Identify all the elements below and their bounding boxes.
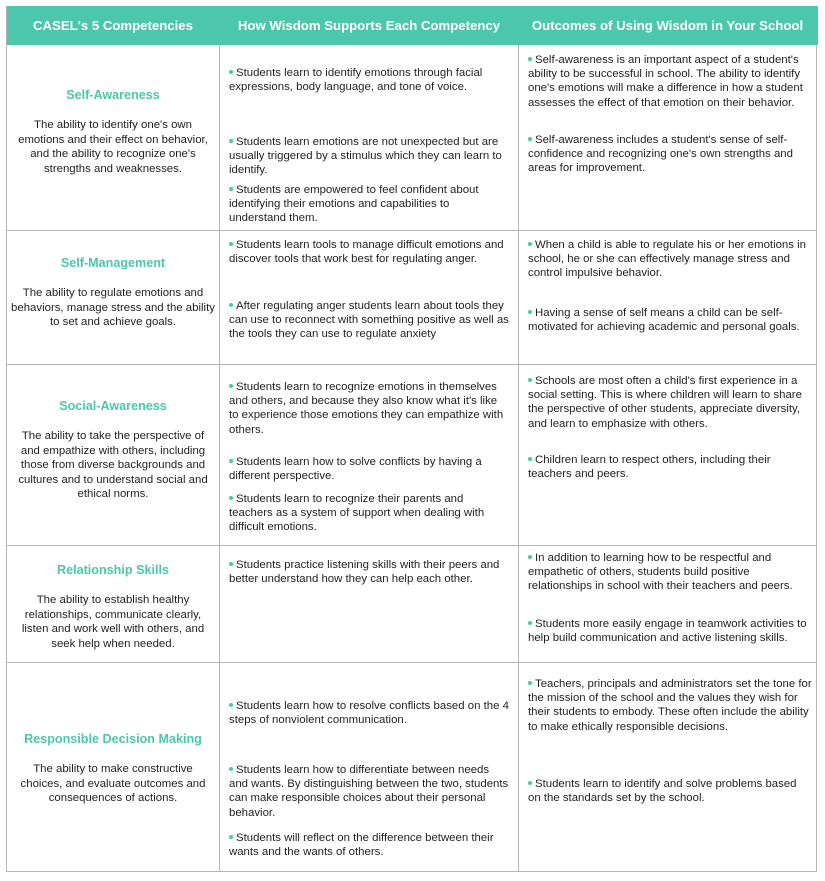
bullet-dot-icon <box>229 303 233 307</box>
support-item: Students learn to identify emotions through facial expressions, body language, and tone of voice. <box>229 67 483 94</box>
competency-title: Social-Awareness <box>59 399 167 413</box>
bullet-dot-icon <box>528 378 532 382</box>
competency-cell <box>7 87 219 176</box>
header-outcomes: Outcomes of Using Wisdom in Your School <box>531 18 804 33</box>
table-header <box>7 6 818 45</box>
competency-title: Responsible Decision Making <box>24 732 202 746</box>
bullet-dot-icon <box>528 457 532 461</box>
competency-cell <box>7 562 219 651</box>
outcome-item: Children learn to respect others, including their teachers and peers. <box>528 454 771 481</box>
bullet-dot-icon <box>229 496 233 500</box>
competency-description: The ability to identify one's own emotions and their effect on behavior, and the ability to recognize one's strengths and weaknesses. <box>18 119 208 175</box>
outcome-item: Students more easily engage in teamwork activities to help build communication and active listening skills. <box>528 618 807 645</box>
support-item: Students learn tools to manage difficult emotions and discover tools that work best for regulating anger. <box>229 239 504 266</box>
competency-table <box>6 6 817 872</box>
support-item: Students learn how to differentiate between needs and wants. By distinguishing between the two, students can make responsible choices about their personal behavior. <box>229 764 509 819</box>
bullet-dot-icon <box>528 681 532 685</box>
support-item: Students learn to recognize emotions in themselves and others, and because they also know what it's like to experience those emotions they can empathize with others. <box>229 381 504 436</box>
bullet-dot-icon <box>229 562 233 566</box>
outcome-item: Students learn to identify and solve problems based on the standards set by the school. <box>528 778 797 805</box>
bullet-dot-icon <box>229 70 233 74</box>
competency-description: The ability to regulate emotions and behaviors, manage stress and the ability to set and achieve goals. <box>11 287 215 329</box>
support-item: Students will reflect on the difference between their wants and the wants of others. <box>229 832 494 859</box>
competency-description: The ability to make constructive choices, and evaluate outcomes and consequences of actions. <box>20 763 206 805</box>
outcome-item: Having a sense of self means a child can be self-motivated for achieving academic and personal goals. <box>528 307 800 334</box>
outcome-item: Self-awareness is an important aspect of a student's ability to be successful in school. The ability to identify one's emotions will make a difference in how a student assesses the effect of that emotion on their behavior. <box>528 54 803 109</box>
support-item: Students are empowered to feel confident about identifying their emotions and capabilities to understand them. <box>229 184 479 225</box>
bullet-dot-icon <box>229 835 233 839</box>
competency-description: The ability to establish healthy relationships, communicate clearly, listen and work well with others, and seek help when needed. <box>21 594 205 650</box>
support-item: Students learn emotions are not unexpected but are usually triggered by a stimulus which they can learn to identify. <box>229 136 502 177</box>
bullet-dot-icon <box>528 137 532 141</box>
support-item: Students practice listening skills with their peers and better understand how they can help each other. <box>229 559 500 586</box>
bullet-dot-icon <box>528 57 532 61</box>
bullet-dot-icon <box>229 384 233 388</box>
table-row <box>7 663 816 871</box>
bullet-dot-icon <box>229 187 233 191</box>
header-how-wisdom-supports: How Wisdom Supports Each Competency <box>237 18 501 33</box>
bullet-dot-icon <box>528 555 532 559</box>
support-item: Students learn how to solve conflicts by having a different perspective. <box>229 456 482 483</box>
bullet-dot-icon <box>229 459 233 463</box>
bullet-dot-icon <box>528 621 532 625</box>
competency-title: Self-Management <box>60 256 166 270</box>
table-row <box>7 45 816 231</box>
table-row <box>7 365 816 546</box>
competency-cell <box>7 398 219 502</box>
support-item: Students learn how to resolve conflicts based on the 4 steps of nonviolent communication. <box>229 700 509 727</box>
support-item: Students learn to recognize their parents and teachers as a system of support when dealing with difficult emotions. <box>229 493 485 534</box>
competency-cell <box>7 731 219 806</box>
competency-title: Self-Awareness <box>66 88 160 102</box>
bullet-dot-icon <box>229 242 233 246</box>
bullet-dot-icon <box>229 703 233 707</box>
support-item: After regulating anger students learn about tools they can use to reconnect with something positive as well as the tools they can use to regulate anxiety <box>229 300 509 341</box>
header-competencies: CASEL's 5 Competencies <box>33 18 193 33</box>
table-row <box>7 546 816 663</box>
bullet-dot-icon <box>528 781 532 785</box>
competency-title: Relationship Skills <box>57 563 169 577</box>
bullet-dot-icon <box>229 139 233 143</box>
table-row <box>7 231 816 365</box>
bullet-dot-icon <box>229 767 233 771</box>
outcome-item: Teachers, principals and administrators set the tone for the mission of the school and the values they wish for their students to embody. These often include the ability to make ethically responsible decisions. <box>528 678 812 733</box>
bullet-dot-icon <box>528 242 532 246</box>
competency-cell <box>7 255 219 330</box>
bullet-dot-icon <box>528 310 532 314</box>
outcome-item: Self-awareness includes a student's sense of self-confidence and recognizing one's own strengths and areas for improvement. <box>528 134 793 175</box>
competency-description: The ability to take the perspective of and empathize with others, including those from diverse backgrounds and cultures and to understand social and ethical norms. <box>18 430 208 501</box>
outcome-item: Schools are most often a child's first experience in a social setting. This is where children will learn to share the perspective of other students, appreciate diversity, and learn to emphasize with others. <box>528 375 802 430</box>
outcome-item: In addition to learning how to be respectful and empathetic of others, students build positive relationships in school with their teachers and peers. <box>528 552 793 593</box>
outcome-item: When a child is able to regulate his or her emotions in school, he or she can effectively manage stress and control impulsive behavior. <box>528 239 806 280</box>
